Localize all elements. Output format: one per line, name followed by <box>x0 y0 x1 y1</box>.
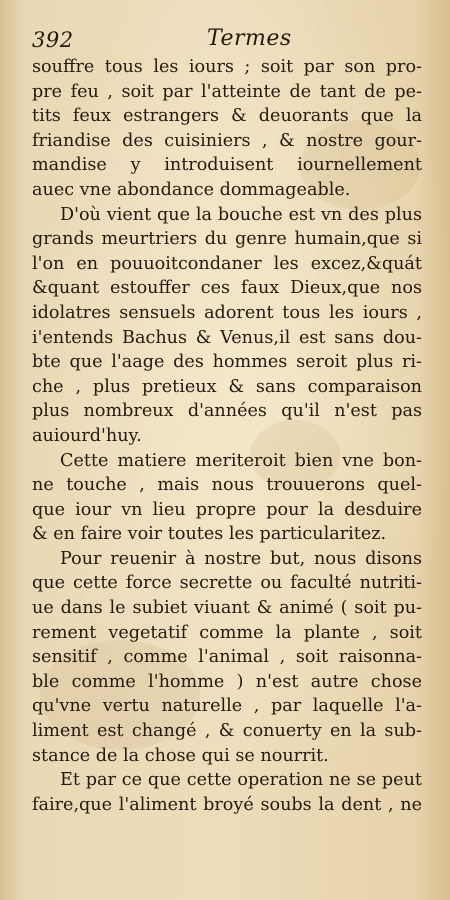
text-line: faire,que l'aliment broyé soubs la dent , ne <box>32 794 422 815</box>
text-line: auiourd'huy. <box>32 425 142 446</box>
text-line: plus nombreux d'années qu'il n'est pas <box>32 401 422 422</box>
text-line: ue dans le subiet viuant & animé ( soit pu- <box>32 598 422 619</box>
text-line: rement vegetatif comme la plante , soit <box>32 622 422 643</box>
text-line: liment est changé , & conuerty en la sub- <box>32 721 422 742</box>
text-line: l'on en pouuoitcondaner les excez,&quát <box>32 253 422 274</box>
text-line: stance de la chose qui se nourrit. <box>32 745 329 766</box>
text-line: que iour vn lieu propre pour la desduire <box>32 499 422 520</box>
text-line: Pour reuenir à nostre but, nous disons <box>60 548 422 569</box>
body-text <box>32 55 422 817</box>
text-line: qu'vne vertu naturelle , par laquelle l'a- <box>32 696 422 717</box>
text-line: idolatres sensuels adorent tous les iours , <box>32 302 422 323</box>
text-line: &quant estouffer ces faux Dieux,que nos <box>32 278 422 299</box>
text-line: auec vne abondance dommageable. <box>32 179 351 200</box>
running-title: Termes <box>207 26 292 51</box>
text-line: friandise des cuisiniers , & nostre gour- <box>32 130 422 151</box>
text-line: ne touche , mais nous trouuerons quel- <box>32 475 422 496</box>
text-line: grands meurtriers du genre humain,que si <box>32 229 422 250</box>
text-line: pre feu , soit par l'atteinte de tant de pe- <box>32 81 422 102</box>
text-line: D'où vient que la bouche est vn des plus <box>60 204 422 225</box>
text-line: Cette matiere meriteroit bien vne bon- <box>60 450 422 471</box>
text-line: ble comme l'homme ) n'est autre chose <box>32 671 422 692</box>
page-number: 392 <box>32 28 74 52</box>
page-header <box>32 28 427 54</box>
text-line: mandise y introduisent iournellement <box>32 155 422 176</box>
text-line: bte que l'aage des hommes seroit plus ri- <box>32 352 422 373</box>
text-line: i'entends Bachus & Venus,il est sans dou- <box>32 327 422 348</box>
text-line: Et par ce que cette operation ne se peut <box>60 770 422 791</box>
text-line: que cette force secrette ou faculté nutriti- <box>32 573 422 594</box>
text-line: sensitif , comme l'animal , soit raisonna- <box>32 647 422 668</box>
text-line: che , plus pretieux & sans comparaison <box>32 376 422 397</box>
text-line: & en faire voir toutes les particularitez. <box>32 524 387 545</box>
text-line: souffre tous les iours ; soit par son pro- <box>32 57 422 77</box>
text-line: tits feux estrangers & deuorants que la <box>32 106 422 127</box>
